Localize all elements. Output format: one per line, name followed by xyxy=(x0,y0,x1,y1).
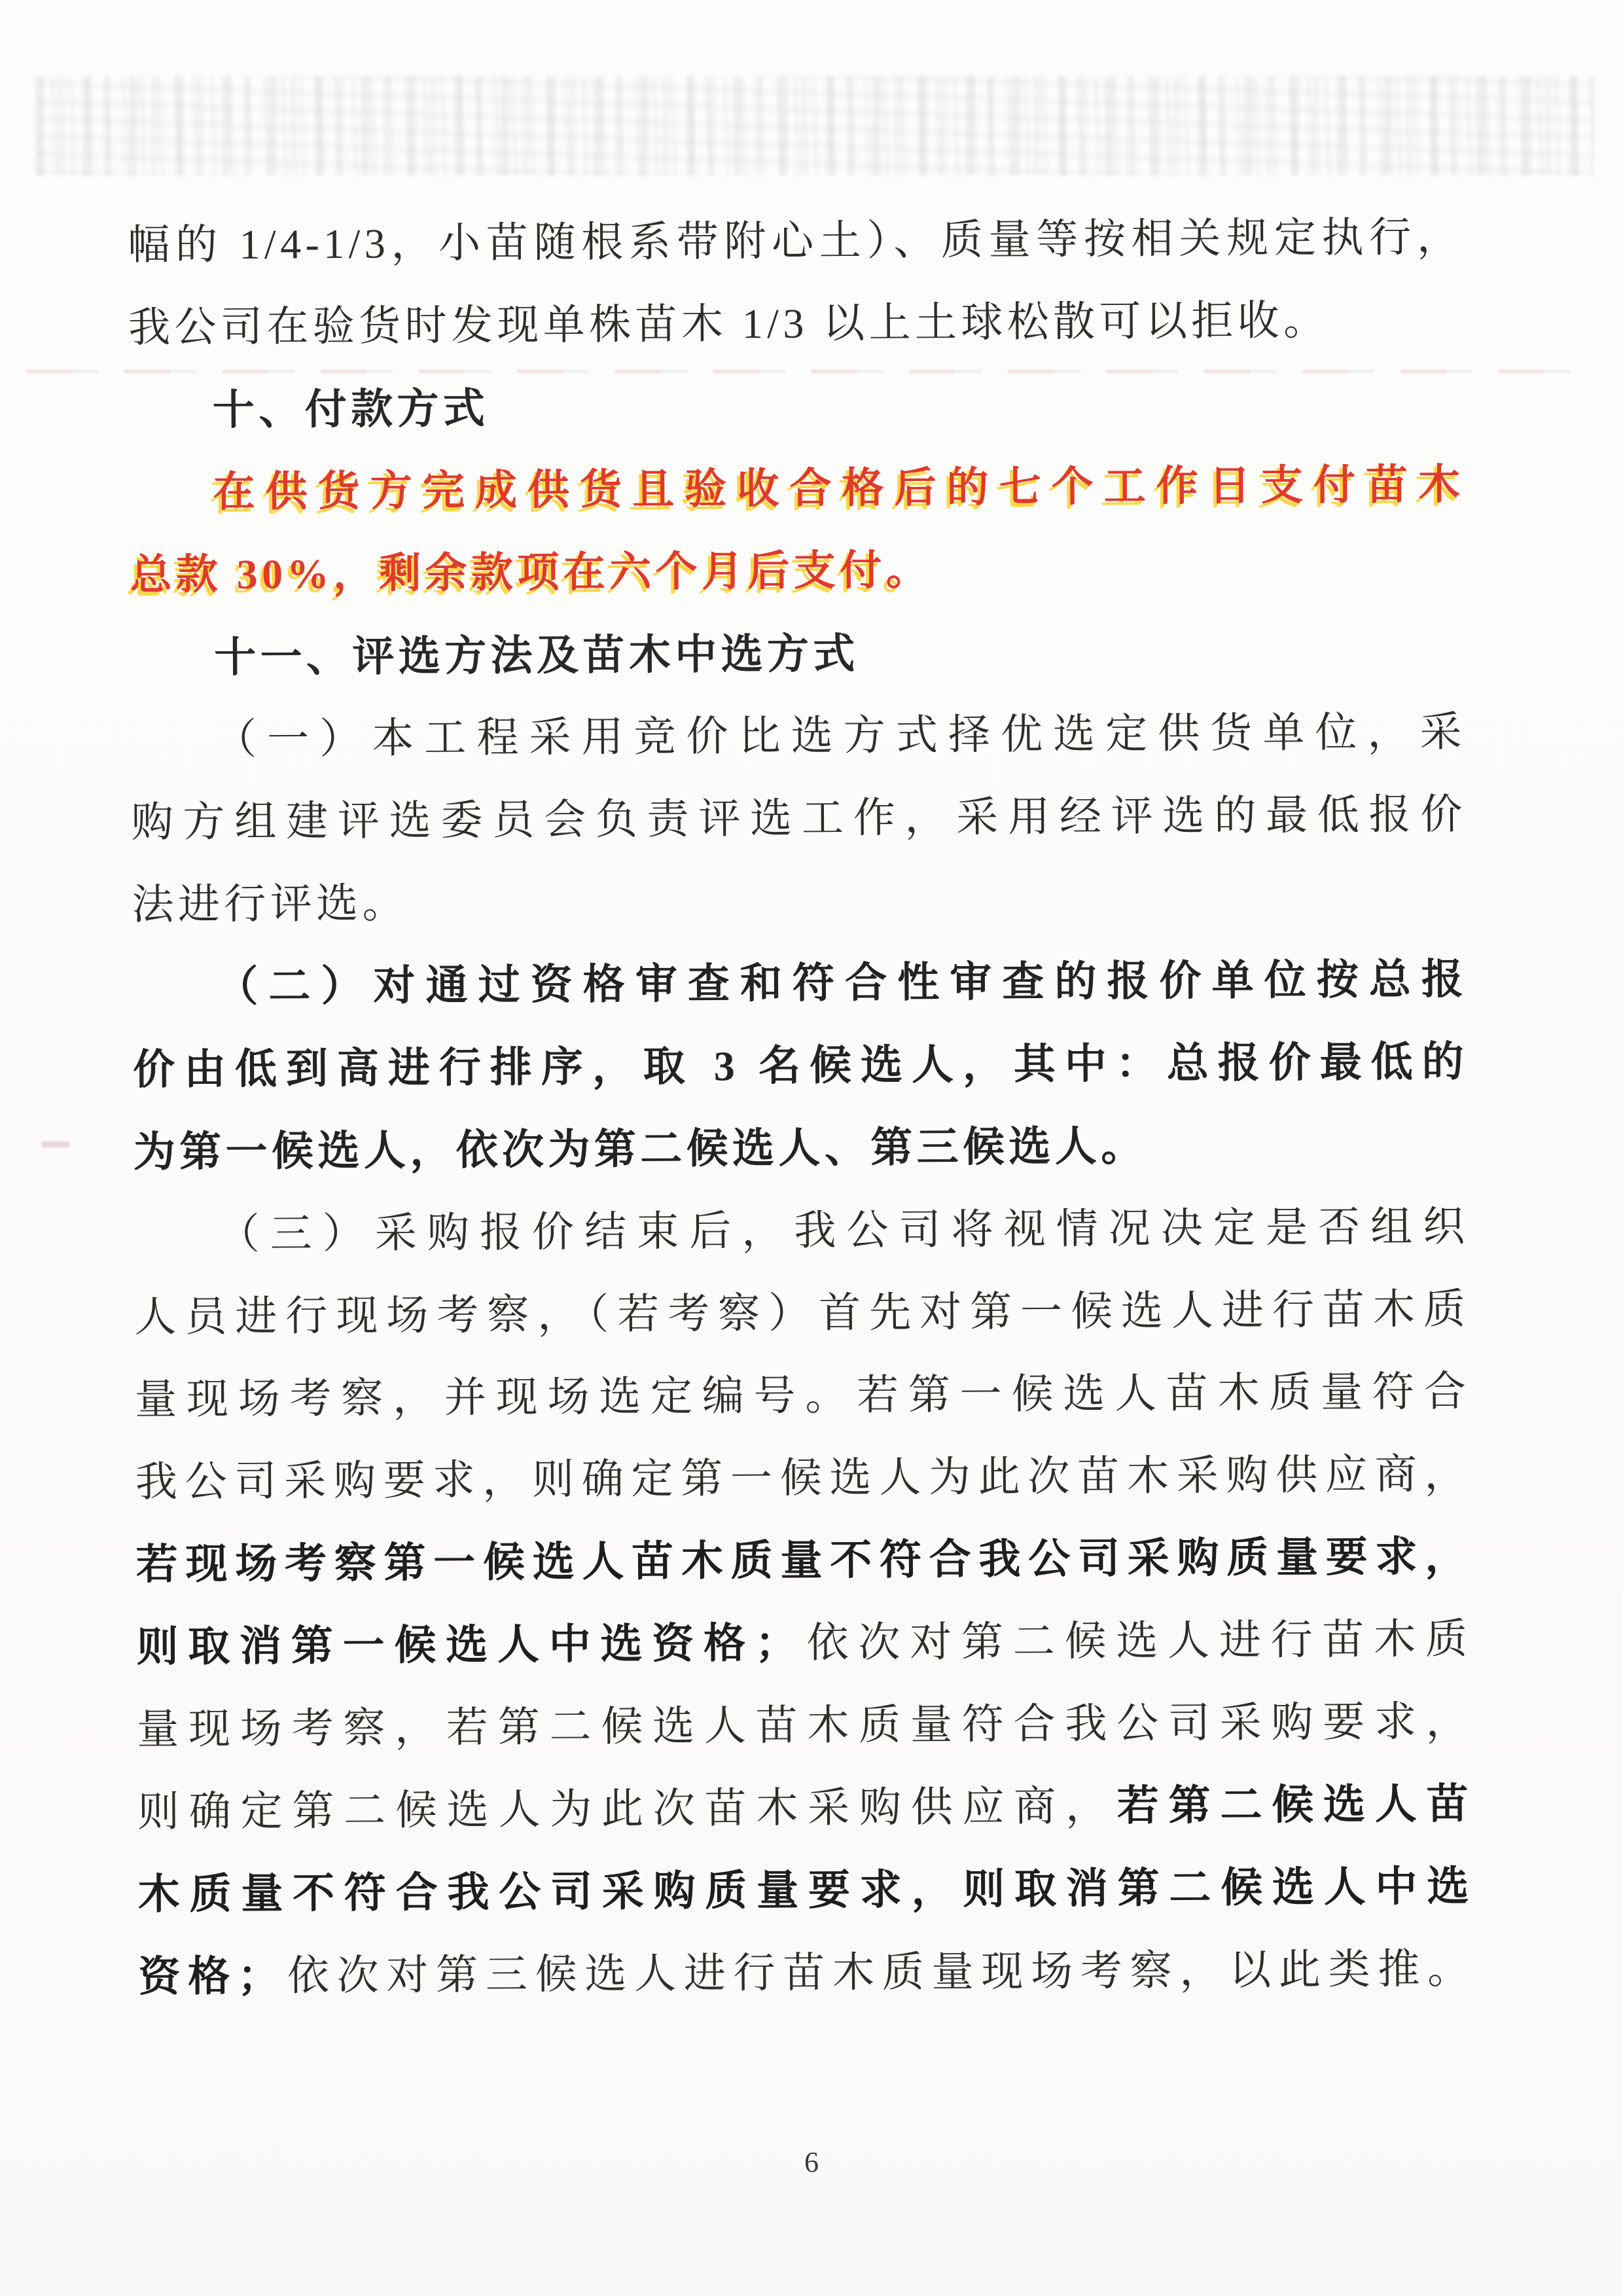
text-line: 价由低到高进行排序，取 3 名候选人，其中：总报价最低的 xyxy=(132,1038,1469,1093)
text-line: （一）本工程采用竞价比选方式择优选定供货单位，采 xyxy=(214,708,1467,763)
page-number: 6 xyxy=(804,2146,819,2178)
paragraph-ranking xyxy=(132,939,1469,1194)
text-line: 我公司采购要求，则确定第一候选人为此次苗木采购供应商， xyxy=(135,1450,1471,1505)
text-line: 幅的 1/4-1/3，小苗随根系带附心土）、质量等按相关规定执行， xyxy=(128,213,1463,268)
text-line: 我公司在验货时发现单株苗木 1/3 以上土球松散可以拒收。 xyxy=(128,296,1330,351)
text-line: 则取消第一候选人中选资格；依次对第二候选人进行苗木质 xyxy=(136,1615,1472,1670)
text-line: 法进行评选。 xyxy=(132,880,409,928)
paragraph-site-inspection xyxy=(134,1186,1474,2018)
text-line: 则确定第二候选人为此次苗木采购供应商，若第二候选人苗 xyxy=(137,1780,1473,1835)
text-line: 购方组建评选委员会负责评选工作，采用经评选的最低报价 xyxy=(131,791,1467,846)
paragraph-payment-terms xyxy=(129,444,1465,617)
text-line: 为第一候选人，依次为第二候选人、第三候选人。 xyxy=(133,1122,1147,1175)
text-line: （三）采购报价结束后，我公司将视情况决定是否组织 xyxy=(217,1203,1469,1258)
text-line: 人员进行现场考察，（若考察）首先对第一候选人进行苗木质 xyxy=(134,1285,1470,1340)
paragraph-selection-method xyxy=(131,691,1467,946)
text-line: 量现场考察，并现场选定编号。若第一候选人苗木质量符合 xyxy=(134,1368,1471,1423)
text-line: 量现场考察，若第二候选人苗木质量符合我公司采购要求， xyxy=(137,1698,1472,1753)
section-heading-selection: 十一、评选方法及苗木中选方式 xyxy=(214,630,860,681)
text-line: 资格；依次对第三候选人进行苗木质量现场考察，以此类推。 xyxy=(138,1945,1474,2000)
text-line: 木质量不符合我公司采购质量要求，则取消第二候选人中选 xyxy=(137,1863,1473,1918)
bleed-through-artifact xyxy=(36,76,1594,175)
page-body xyxy=(128,196,1474,2018)
text-line: （二）对通过资格审查和符合性审查的报价单位按总报 xyxy=(216,956,1468,1011)
text-line: 若现场考察第一候选人苗木质量不符合我公司采购质量要求， xyxy=(135,1533,1471,1588)
text-line: 在供货方完成供货且验收合格后的七个工作日支付苗木 xyxy=(213,461,1465,516)
paragraph-ball-size-continuation xyxy=(128,196,1464,369)
margin-dash-artifact xyxy=(42,1141,69,1147)
section-heading-payment: 十、付款方式 xyxy=(212,384,490,434)
text-line: 总款 30%，剩余款项在六个月后支付。 xyxy=(130,547,933,598)
